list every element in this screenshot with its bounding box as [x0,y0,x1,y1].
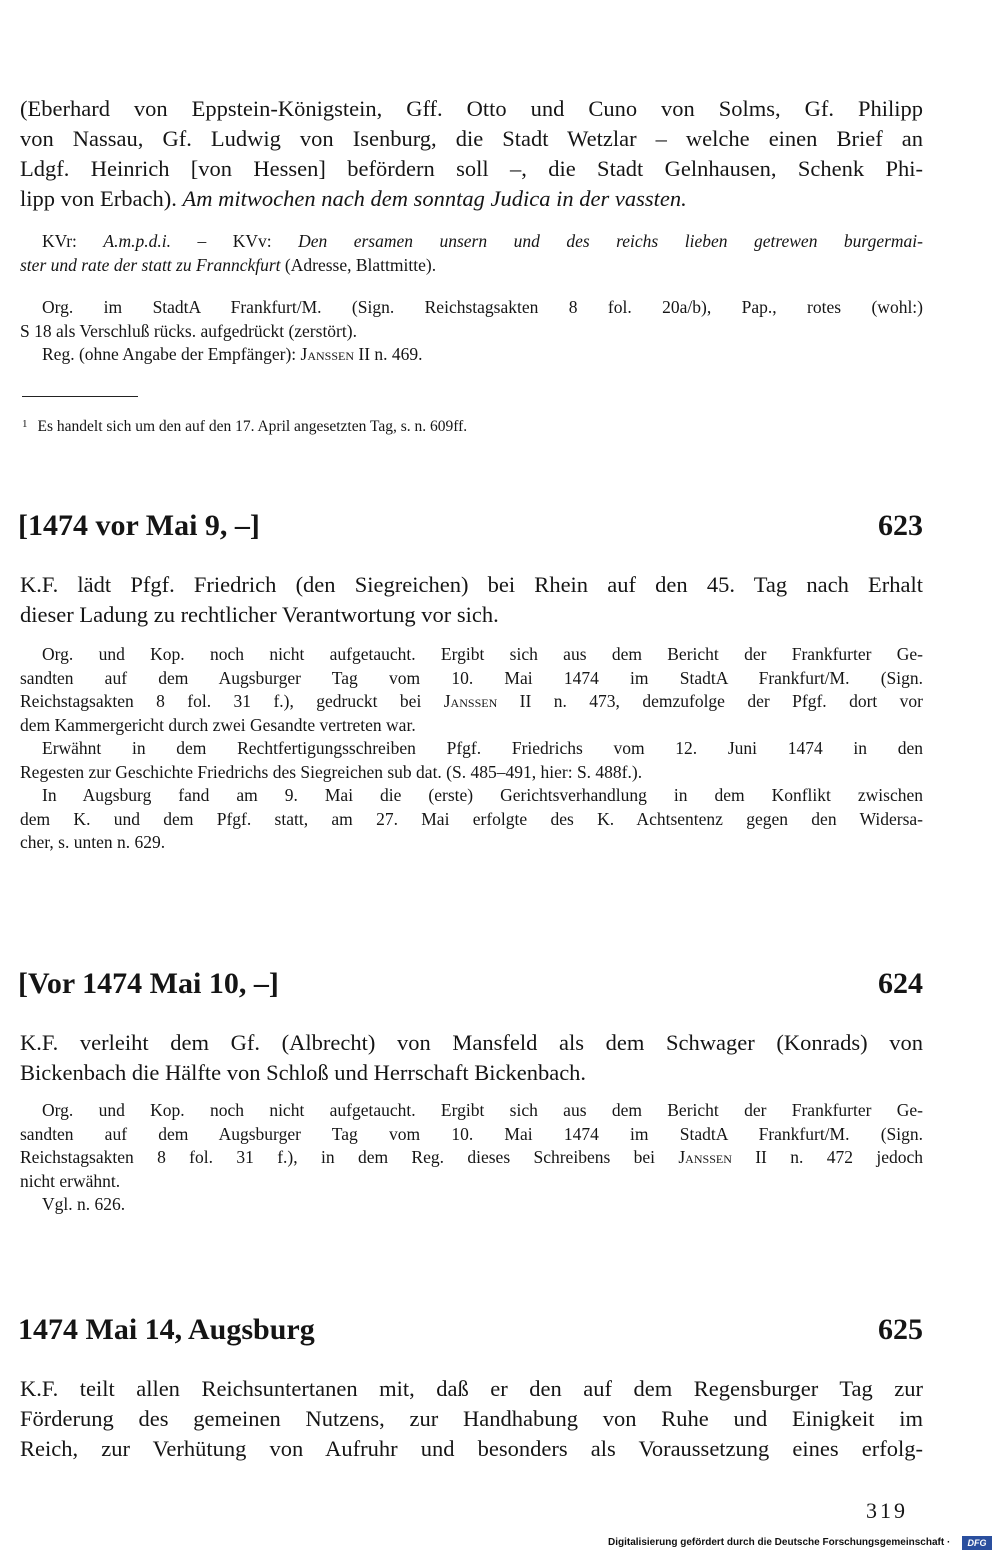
note-line [20,1146,923,1170]
note-line: cher, s. unten n. 629. [20,832,166,852]
author-name: Janssen [678,1147,732,1167]
text-line: Bickenbach die Hälfte von Schloß und Herrschaft Bickenbach. [20,1060,587,1085]
entry-date: 1474 Mai 14, Augsburg [18,1313,315,1346]
kv-line [20,254,923,278]
entry-number: 625 [878,1313,923,1346]
reg-text: Reg. (ohne Angabe der Empfänger): [42,344,301,364]
kv-note [20,230,923,277]
text-line: K.F. verleiht dem Gf. (Albrecht) von Mansfeld als dem Schwager (Konrads) von [20,1030,923,1055]
kv-abbrev: A.m.p.d.i. [103,231,171,251]
text-line: K.F. teilt allen Reichsuntertanen mit, daß er den auf dem Regensburger Tag zur [20,1376,923,1401]
text-line: Ldgf. Heinrich [von Hessen] befördern soll –, die Stadt Gelnhausen, Schenk Phi- [20,156,923,181]
entry-heading-623 [18,508,923,544]
note-line: Erwähnt in dem Rechtfertigungsschreiben Pfgf. Friedrichs vom 12. Juni 1474 in den [42,738,923,758]
text-line: (Eberhard von Eppstein-Königstein, Gff. Otto und Cuno von Solms, Gf. Philipp [20,96,923,121]
note-text: Reichstagsakten 8 fol. 31 f.), in dem Reg. dieses Schreibens bei [20,1147,679,1167]
text-line [20,184,923,214]
kv-remark: (Adresse, Blattmitte). [280,254,437,275]
kv-line [20,230,923,254]
author-name: Janssen [443,691,498,711]
org-line: S 18 als Verschluß rücks. aufgedrückt (zerstört). [20,320,357,341]
footnote-text: Es handelt sich um den auf den 17. April angesetzten Tag, s. n. 609ff. [37,418,468,435]
entry-number: 623 [878,509,923,542]
note-line: sandten auf dem Augsburger Tag vom 10. Mai 1474 im StadtA Frankfurt/M. (Sign. [20,667,923,688]
text-line: Reich, zur Verhütung von Aufruhr und besonders als Voraussetzung eines erfolg- [20,1436,923,1461]
entry-heading-625 [18,1312,923,1348]
dating-clause: Am mitwochen nach dem sonntag Judica in der vassten. [182,186,687,211]
entry-notes-623 [20,643,923,855]
text-line: dieser Ladung zu rechtlicher Verantwortung vor sich. [20,602,499,627]
entry-number: 624 [878,967,923,1000]
note-text: II n. 472 jedoch [731,1147,923,1167]
text-line: Förderung des gemeinen Nutzens, zur Handhabung von Ruhe und Einigkeit im [20,1406,923,1431]
note-line: nicht erwähnt. [20,1170,121,1191]
entry-summary-625 [20,1374,923,1464]
note-line: dem K. und dem Pfgf. statt, am 27. Mai erfolgte des K. Achtsentenz gegen den Widersa- [20,808,923,829]
footnote [22,414,467,437]
note-text: Reichstagsakten 8 fol. 31 f.), gedruckt bei [20,691,444,711]
footnote-rule [22,396,138,397]
note-line: Org. und Kop. noch nicht aufgetaucht. Ergibt sich aus dem Bericht der Frankfurter Ge- [42,1100,923,1120]
entry-notes-624 [20,1099,923,1217]
note-line: Org. und Kop. noch nicht aufgetaucht. Ergibt sich aus dem Bericht der Frankfurter Ge- [42,644,923,664]
reg-line [20,343,923,367]
entry-date: [Vor 1474 Mai 10, –] [18,967,279,1000]
text-line: von Nassau, Gf. Ludwig von Isenburg, die Stadt Wetzlar – welche einen Brief an [20,126,923,151]
note-line: dem Kammergericht durch zwei Gesandte vertreten war. [20,714,416,735]
note-line: In Augsburg fand am 9. Mai die (erste) Gerichtsverhandlung in dem Konflikt zwischen [42,785,923,805]
entry-heading-624 [18,966,923,1002]
reg-text: II n. 469. [354,344,423,364]
note-line: Regesten zur Geschichte Friedrichs des Siegreichen sub dat. (S. 485–491, hier: S. 488f.). [20,761,643,782]
entry-summary-624 [20,1028,923,1088]
author-name: Janssen [300,344,355,364]
org-line: Org. im StadtA Frankfurt/M. (Sign. Reichstagsakten 8 fol. 20a/b), Pap., rotes (wohl:) [42,297,923,317]
text-line-part: lipp von Erbach). [20,186,177,211]
note-line: sandten auf dem Augsburger Tag vom 10. Mai 1474 im StadtA Frankfurt/M. (Sign. [20,1123,923,1144]
kv-label: – KVv: [170,231,299,251]
text-line: K.F. lädt Pfgf. Friedrich (den Siegreichen) bei Rhein auf den 45. Tag nach Erhalt [20,572,923,597]
dfg-logo: DFG [962,1536,992,1550]
org-note [20,296,923,367]
page-number: 319 [866,1498,908,1523]
note-text: II n. 473, demzufolge der Pfgf. dort vor [497,691,924,711]
entry-summary-623 [20,570,923,630]
note-line [20,690,923,714]
kv-label: KVr: [42,231,104,251]
top-entry-text [20,94,923,214]
kv-address: Den ersamen unsern und des reichs lieben getrewen burgermai- [298,231,924,251]
digitization-credit: Digitalisierung gefördert durch die Deutsche Forschungsgemeinschaft · [608,1537,951,1548]
note-line: Vgl. n. 626. [42,1194,126,1214]
entry-date: [1474 vor Mai 9, –] [18,509,260,542]
kv-address: ster und rate der statt zu Frannckfurt [20,254,281,275]
footnote-mark: 1 [22,418,28,430]
